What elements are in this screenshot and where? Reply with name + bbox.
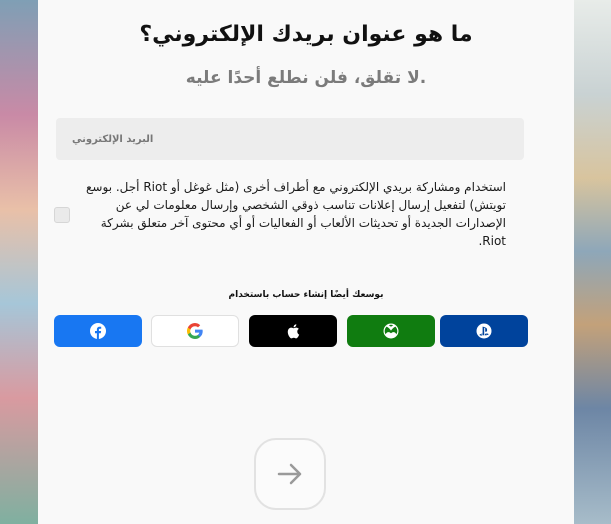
next-button[interactable] bbox=[254, 438, 326, 510]
consent-text: استخدام ومشاركة بريدي الإلكتروني مع أطراف أخرى (مثل غوغل أو Riot أجل. بوسع تويتش) لتفعيل إرسال إعلانات تناسب ذوقي الشخصي وإرسال معلومات لي عن الإصدارات الجديدة أو تحديثات الألعاب أو الفعاليات أو أي محتوى آخر متعلق بشركة Riot. bbox=[86, 180, 506, 248]
facebook-icon bbox=[90, 323, 106, 339]
page-subtitle: .لا تقلق، فلن نطلع أحدًا عليه bbox=[185, 68, 427, 88]
playstation-icon bbox=[476, 323, 492, 339]
playstation-signup-button[interactable] bbox=[440, 315, 528, 347]
google-icon bbox=[187, 323, 203, 339]
signup-panel bbox=[38, 0, 574, 524]
google-signup-button[interactable] bbox=[151, 315, 239, 347]
page-title: ما هو عنوان بريدك الإلكتروني؟ bbox=[139, 22, 473, 47]
email-input[interactable] bbox=[56, 118, 524, 160]
xbox-signup-button[interactable] bbox=[347, 315, 435, 347]
xbox-icon bbox=[383, 323, 399, 339]
consent-checkbox[interactable] bbox=[54, 207, 70, 223]
apple-signup-button[interactable] bbox=[249, 315, 337, 347]
background-art-left bbox=[0, 0, 38, 524]
background-art-right bbox=[574, 0, 611, 524]
apple-icon bbox=[286, 323, 300, 339]
alt-signup-label: بوسعك أيضًا إنشاء حساب باستخدام bbox=[228, 290, 384, 300]
arrow-right-icon bbox=[277, 463, 303, 485]
facebook-signup-button[interactable] bbox=[54, 315, 142, 347]
